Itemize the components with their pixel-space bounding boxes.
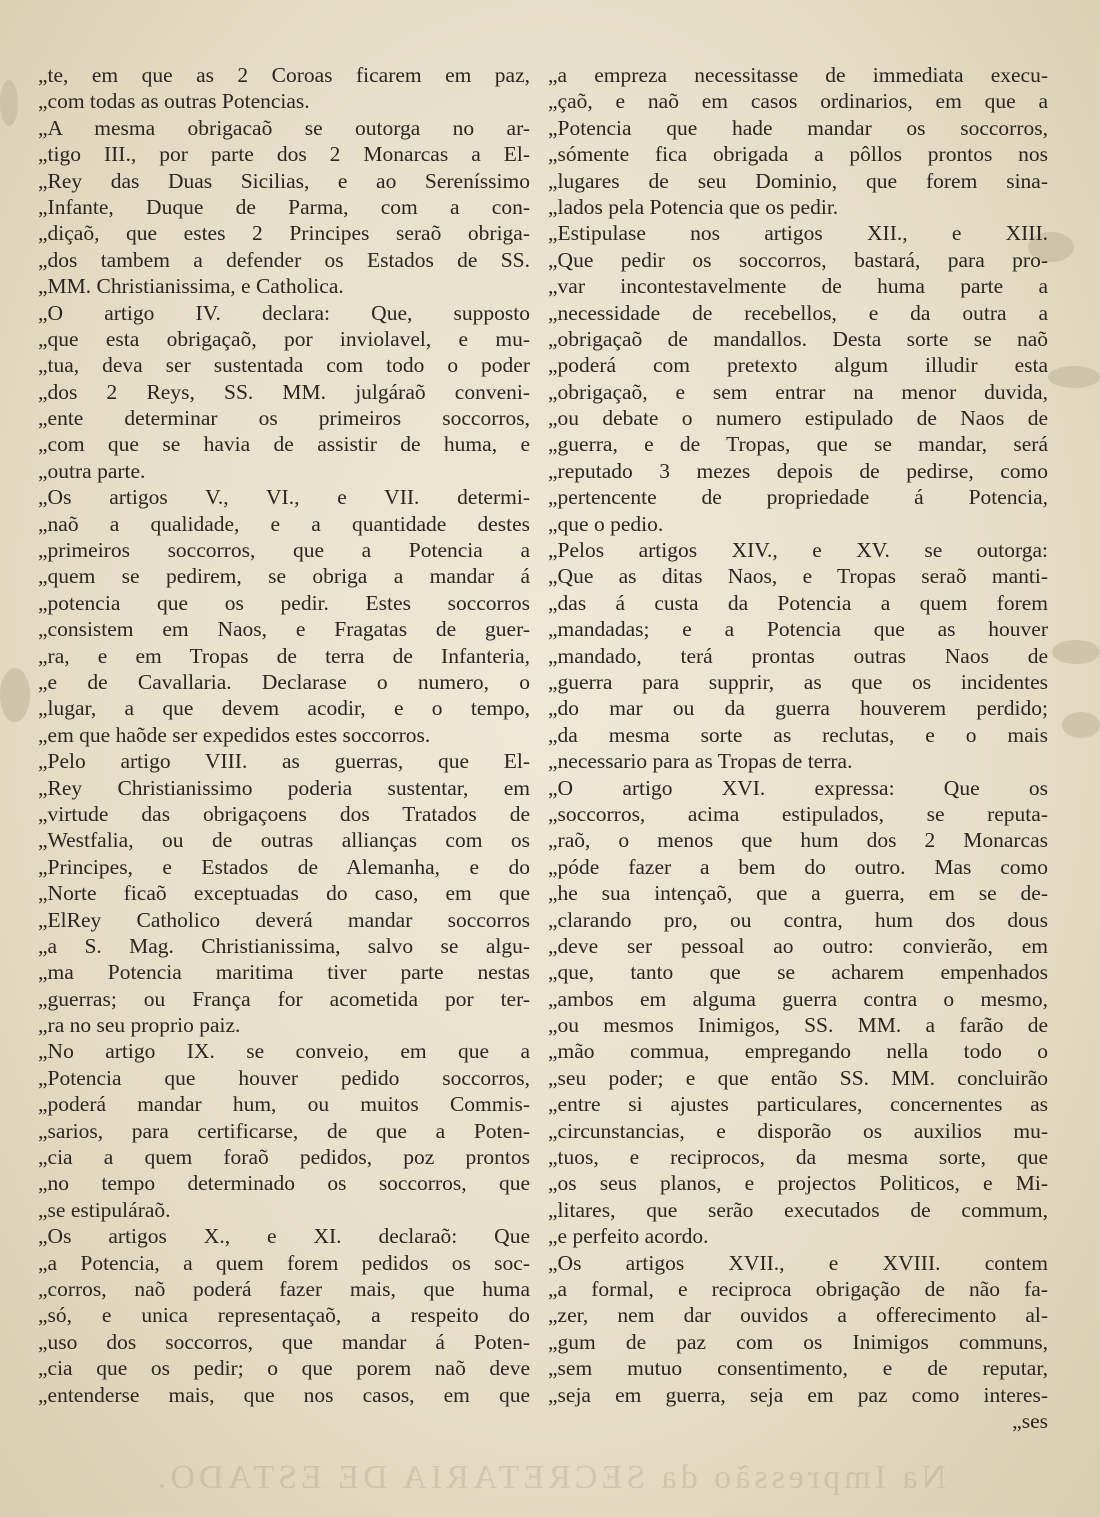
text-line: „em que haõde ser expedidos estes soccorros. [38,722,431,747]
text-line: „Estipulase nos artigos XII., e XIII. [548,221,1048,246]
text-line: „tua, deva ser sustentada com todo o poder [38,353,530,378]
text-line: „ou mesmos Inimigos, SS. MM. a farão de [548,1013,1048,1038]
right-column [548,62,1048,1434]
text-line: „das á custa da Potencia a quem forem [548,590,1048,615]
text-line: „ra no seu proprio paiz. [38,1013,241,1038]
text-line: „Pelo artigo VIII. as guerras, que El- [38,749,530,774]
text-line: „deve ser pessoal ao outro: convierão, em [548,933,1048,958]
text-line: „obrigaçaõ de mandallos. Desta sorte se naõ [548,326,1048,351]
left-column [38,62,530,1408]
text-line: „e perfeito acordo. [548,1224,709,1249]
text-line: „sómente fica obrigada a pôllos prontos nos [548,142,1048,167]
text-line: „ElRey Catholico deverá mandar soccorros [38,907,530,932]
text-line: „Infante, Duque de Parma, com a con- [38,194,530,219]
page-tear [0,668,30,722]
text-line: „guerra, e de Tropas, que se mandar, será [548,432,1048,457]
text-line: „da mesma sorte as reclutas, e o mais [548,722,1048,747]
text-line: „só, e unica representaçaõ, a respeito do [38,1303,530,1328]
text-line: „A mesma obrigacaõ se outorga no ar- [38,115,530,140]
text-line: „tuos, e reciprocos, da mesma sorte, que [548,1145,1048,1170]
text-line: „Norte ficaõ exceptuadas do caso, em que [38,881,530,906]
text-line: „entre si ajustes particulares, concernentes as [548,1092,1048,1117]
text-line: „ente determinar os primeiros soccorros, [38,406,530,431]
text-line: „Westfalia, ou de outras allianças com os [38,828,530,853]
text-line: „te, em que as 2 Coroas ficarem em paz, [38,63,530,87]
text-line: „cia a quem foraõ pedidos, poz prontos [38,1145,530,1170]
text-line: „Rey das Duas Sicilias, e ao Sereníssimo [38,168,530,193]
text-line: „a Potencia, a quem forem pedidos os soc- [38,1250,530,1275]
text-line: „a S. Mag. Christianissima, salvo se algu- [38,933,530,958]
text-line: „dos tambem a defender os Estados de SS. [38,247,530,272]
text-line: „outra parte. [38,458,146,483]
text-line: „ambos em alguma guerra contra o mesmo, [548,986,1048,1011]
text-line: „zer, nem dar ouvidos a offerecimento al- [548,1303,1048,1328]
text-line: „Potencia que hade mandar os soccorros, [548,115,1048,140]
text-line: „Os artigos X., e XI. declaraõ: Que [38,1224,530,1249]
text-line: „he sua intençaõ, que a guerra, em se de- [548,881,1048,906]
text-line: „No artigo IX. se conveio, em que a [38,1039,530,1064]
text-line: „clarando pro, ou contra, hum dos dous [548,907,1048,932]
text-line: „com todas as outras Potencias. [38,89,310,114]
show-through-text: Na Impressão da SECRETARIA DE ESTADO. [153,1459,947,1496]
text-line: „O artigo IV. declara: Que, supposto [38,300,530,325]
text-line: „ra, e em Tropas de terra de Infanteria, [38,643,530,668]
text-line: „ses [1012,1408,1048,1433]
text-line: „sarios, para certificarse, de que a Poten- [38,1118,530,1143]
text-line: „Principes, e Estados de Alemanha, e do [38,854,530,879]
text-line: „corros, naõ poderá fazer mais, que huma [38,1276,530,1301]
text-line: „quem se pedirem, se obriga a mandar á [38,564,530,589]
text-line: „virtude das obrigaçoens dos Tratados de [38,801,530,826]
text-line: „Rey Christianissimo poderia sustentar, em [38,775,530,800]
text-line: „raõ, o menos que hum dos 2 Monarcas [548,828,1048,853]
text-line: „guerras; ou França for acometida por ter- [38,986,530,1011]
text-line: „ou debate o numero estipulado de Naos de [548,406,1048,431]
text-line: „no tempo determinado os soccorros, que [38,1171,530,1196]
text-line: „naõ a qualidade, e a quantidade destes [38,511,530,536]
text-line: „poderá com pretexto algum illudir esta [548,353,1048,378]
text-line: „com que se havia de assistir de huma, e [38,432,530,457]
text-line: „Que pedir os soccorros, bastará, para pro- [548,247,1048,272]
text-line: „que o pedio. [548,511,664,536]
text-line: „Potencia que houver pedido soccorros, [38,1065,530,1090]
text-line: „sem mutuo consentimento, e de reputar, [548,1356,1048,1381]
text-line: „necessidade de recebellos, e da outra a [548,300,1048,325]
text-line: „cia que os pedir; o que porem naõ deve [38,1356,530,1381]
text-line: „O artigo XVI. expressa: Que os [548,775,1048,800]
text-line: „a empreza necessitasse de immediata execu- [548,63,1048,87]
text-line: „litares, que serão executados de commum, [548,1197,1048,1222]
text-line: „lugar, a que devem acodir, e o tempo, [38,696,530,721]
text-line: „do mar ou da guerra houverem perdido; [548,696,1048,721]
text-line: „mão commua, empregando nella todo o [548,1039,1048,1064]
text-line: „var incontestavelmente de huma parte a [548,274,1048,299]
text-line: „que esta obrigaçaõ, por inviolavel, e mu- [38,326,530,351]
text-line: „necessario para as Tropas de terra. [548,749,853,774]
text-line: „tigo III., por parte dos 2 Monarcas a El- [38,142,530,167]
text-line: „soccorros, acima estipulados, se reputa- [548,801,1048,826]
text-line: „que, tanto que se acharem empenhados [548,960,1048,985]
text-line: „ma Potencia maritima tiver parte nestas [38,960,530,985]
text-line: „entenderse mais, que nos casos, em que [38,1382,530,1407]
text-line: „poderá mandar hum, ou muitos Commis- [38,1092,530,1117]
text-line: „e de Cavallaria. Declarase o numero, o [38,669,530,694]
page-tear [1062,712,1100,738]
text-line: „seja em guerra, seja em paz como interes- [548,1382,1048,1407]
text-line: „gum de paz com os Inimigos communs, [548,1329,1048,1354]
text-line: „os seus planos, e projectos Politicos, e Mi- [548,1171,1048,1196]
text-line: „lugares de seu Dominio, que forem sina- [548,168,1048,193]
text-line: „reputado 3 mezes depois de pedirse, como [548,458,1048,483]
text-line: „Os artigos V., VI., e VII. determi- [38,485,530,510]
text-line: „se estipuláraõ. [38,1197,171,1222]
text-line: „póde fazer a bem do outro. Mas como [548,854,1048,879]
text-line: „MM. Christianissima, e Catholica. [38,274,344,299]
text-line: „çaõ, e naõ em casos ordinarios, em que a [548,89,1048,114]
text-line: „circunstancias, e disporão os auxilios mu- [548,1118,1048,1143]
text-line: „Que as ditas Naos, e Tropas seraõ manti- [548,564,1048,589]
text-line: „Pelos artigos XIV., e XV. se outorga: [548,538,1048,563]
page-tear [1052,640,1100,664]
text-line: „primeiros soccorros, que a Potencia a [38,538,530,563]
text-line: „seu poder; e que então SS. MM. concluirão [548,1065,1048,1090]
text-line: „consistem em Naos, e Fragatas de guer- [38,617,530,642]
text-line: „pertencente de propriedade á Potencia, [548,485,1048,510]
page-tear [1048,366,1100,388]
text-line: „obrigaçaõ, e sem entrar na menor duvida, [548,379,1048,404]
text-line: „lados pela Potencia que os pedir. [548,194,839,219]
text-line: „guerra para supprir, as que os incidentes [548,669,1048,694]
text-line: „dos 2 Reys, SS. MM. julgáraõ conveni- [38,379,530,404]
page-tear [0,80,18,126]
text-line: „potencia que os pedir. Estes soccorros [38,590,530,615]
text-line: „mandado, terá prontas outras Naos de [548,643,1048,668]
text-line: „mandadas; e a Potencia que as houver [548,617,1048,642]
text-line: „a formal, e reciproca obrigação de não fa- [548,1276,1048,1301]
text-line: „diçaõ, que estes 2 Principes seraõ obriga- [38,221,530,246]
text-line: „uso dos soccorros, que mandar á Poten- [38,1329,530,1354]
text-line: „Os artigos XVII., e XVIII. contem [548,1250,1048,1275]
